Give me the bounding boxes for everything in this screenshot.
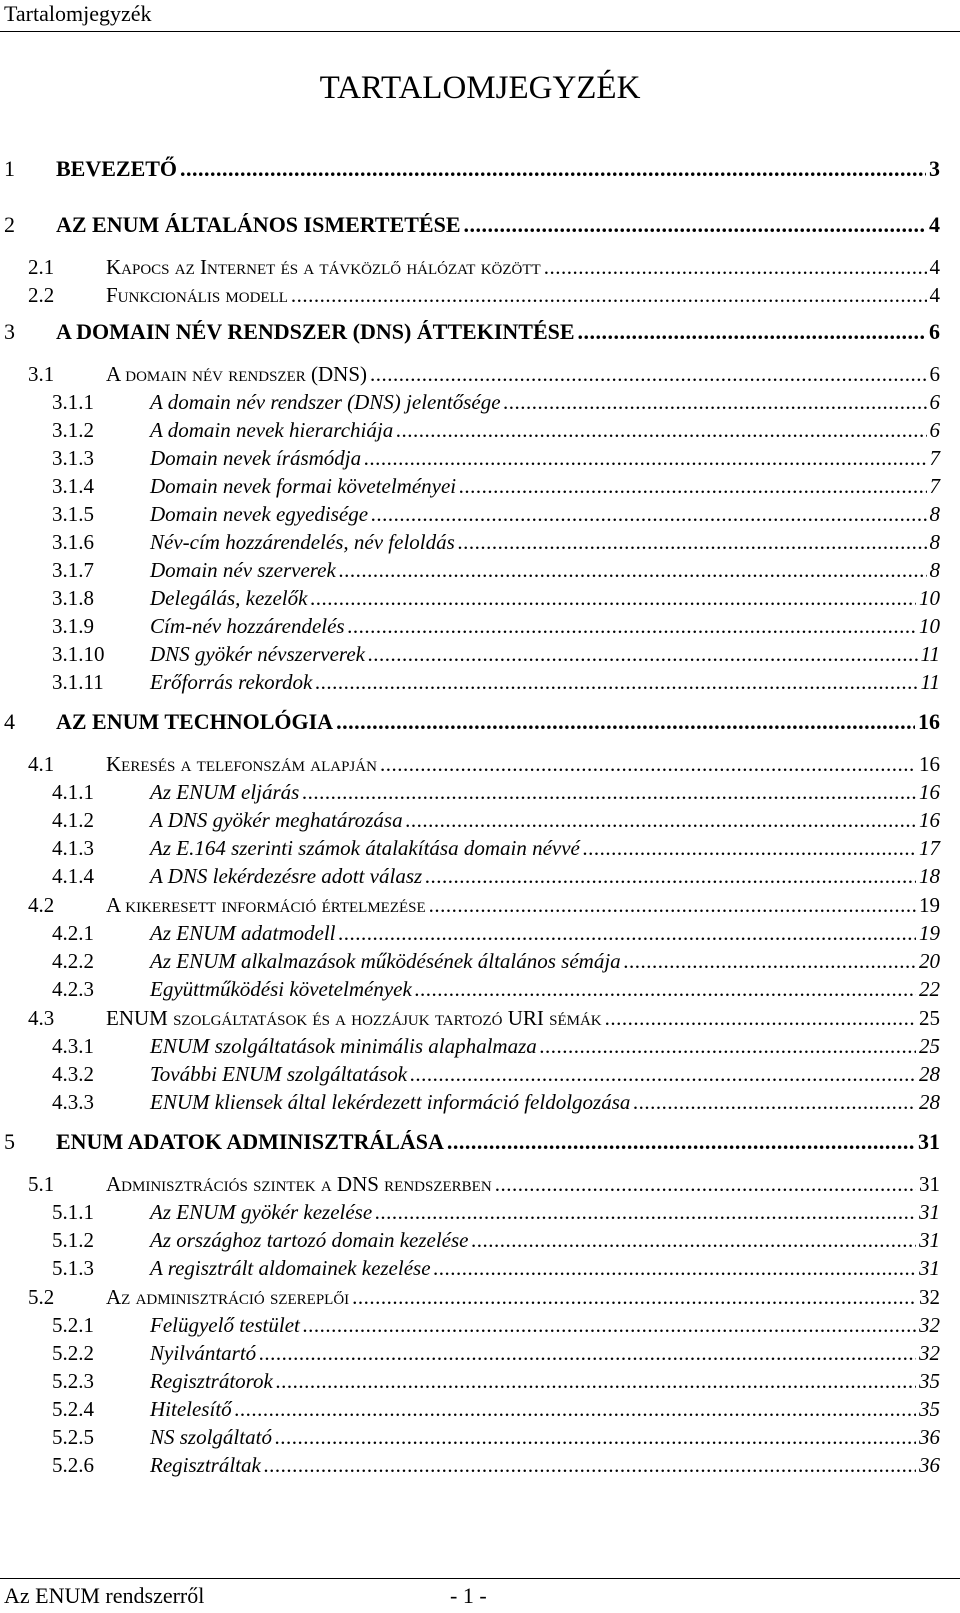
- toc-entry-page: 31: [918, 1129, 940, 1154]
- dot-leader: [302, 780, 916, 805]
- dot-leader: [472, 1228, 917, 1253]
- toc-entry[interactable]: [0, 362, 940, 387]
- toc-entry-label: Regisztrátorok: [150, 1369, 273, 1393]
- dot-leader: [235, 1397, 916, 1422]
- toc-entry-label: Az ENUM alkalmazások működésének általános sémája: [150, 949, 621, 973]
- dot-leader: [544, 255, 927, 280]
- toc-entry-number: 5.1: [28, 1172, 55, 1196]
- toc-entry-label: Az E.164 szerinti számok átalakítása domain névvé: [150, 836, 580, 860]
- dot-leader: [375, 1200, 916, 1225]
- toc-entry-number: 3.1: [28, 362, 55, 386]
- toc-entry-page: 7: [929, 446, 940, 470]
- toc-entry-number: 5: [4, 1129, 15, 1154]
- toc-entry-number: 4.1.3: [52, 836, 94, 860]
- dot-leader: [410, 1062, 916, 1087]
- toc-entry-label: Domain nevek egyedisége: [150, 502, 369, 526]
- toc-entry[interactable]: [0, 1453, 940, 1478]
- toc-entry-label: A DNS lekérdezésre adott válasz: [150, 864, 423, 888]
- toc-entry[interactable]: [0, 283, 940, 308]
- dot-leader: [264, 1453, 916, 1478]
- toc-entry-page: 35: [919, 1397, 940, 1421]
- dot-leader: [339, 558, 927, 583]
- toc-entry-number: 4.3.1: [52, 1034, 94, 1058]
- dot-leader: [605, 1006, 916, 1031]
- toc-entry-label: AZ ENUM ÁLTALÁNOS ISMERTETÉSE: [56, 212, 461, 237]
- dot-leader: [275, 1425, 916, 1450]
- toc-entry-number: 3.1.6: [52, 530, 94, 554]
- toc-entry-page: 11: [920, 642, 940, 666]
- toc-entry-number: 2.1: [28, 255, 55, 279]
- toc-entry[interactable]: [0, 1313, 940, 1338]
- toc-entry[interactable]: [0, 474, 940, 499]
- toc-entry-label: Az ENUM gyökér kezelése: [150, 1200, 373, 1224]
- toc-entry[interactable]: [0, 808, 940, 833]
- toc-entry-number: 5.2.6: [52, 1453, 94, 1477]
- toc-entry[interactable]: [0, 1129, 940, 1155]
- toc-entry[interactable]: [0, 921, 940, 946]
- toc-entry-label: A regisztrált aldomainek kezelése: [150, 1256, 431, 1280]
- toc-entry-page: 17: [919, 836, 940, 860]
- toc-entry-number: 4.1.2: [52, 808, 94, 832]
- toc-entry-label: Kapocs az Internet és a távközlő hálózat között: [106, 255, 541, 279]
- toc-entry-page: 4: [929, 212, 940, 237]
- toc-entry-label: Név-cím hozzárendelés, név feloldás: [150, 530, 455, 554]
- toc-entry-label: DNS gyökér névszerverek: [150, 642, 365, 666]
- toc-entry-page: 10: [919, 614, 940, 638]
- toc-entry[interactable]: [0, 1425, 940, 1450]
- toc-entry-label: Felügyelő testület: [150, 1313, 300, 1337]
- toc-entry-label: Funkcionális modell: [106, 283, 288, 307]
- toc-entry-number: 3.1.10: [52, 642, 105, 666]
- dot-leader: [495, 1172, 916, 1197]
- dot-leader: [425, 864, 916, 889]
- toc-entry[interactable]: [0, 530, 940, 555]
- toc-entry-page: 3: [929, 156, 940, 181]
- toc-entry-number: 4.3.2: [52, 1062, 94, 1086]
- toc-entry-label: Az ENUM adatmodell: [150, 921, 336, 945]
- toc-entry[interactable]: [0, 212, 940, 238]
- dot-leader: [291, 283, 927, 308]
- toc-entry-page: 6: [929, 362, 940, 386]
- toc-entry[interactable]: [0, 670, 940, 695]
- toc-entry-label: ENUM kliensek által lekérdezett információ feldolgozása: [150, 1090, 631, 1114]
- toc-entry[interactable]: [0, 949, 940, 974]
- toc-entry-page: 19: [919, 893, 940, 917]
- dot-leader: [259, 1341, 916, 1366]
- dot-leader: [371, 502, 926, 527]
- toc-entry-number: 4.3.3: [52, 1090, 94, 1114]
- dot-leader: [464, 212, 927, 238]
- toc-entry-number: 1: [4, 156, 15, 181]
- toc-entry-label: ENUM szolgáltatások és a hozzájuk tartozó URI sémák: [106, 1006, 602, 1030]
- dot-leader: [578, 319, 926, 345]
- toc-entry-label: Nyilvántartó: [150, 1341, 257, 1365]
- toc-entry-number: 3: [4, 319, 15, 344]
- toc-entry-label: Együttműködési követelmények: [150, 977, 412, 1001]
- toc-entry-page: 16: [918, 709, 940, 734]
- toc-entry-number: 3.1.5: [52, 502, 94, 526]
- toc-entry[interactable]: [0, 446, 940, 471]
- dot-leader: [447, 1129, 915, 1155]
- toc-entry-page: 8: [929, 558, 940, 582]
- toc-entry-label: Regisztráltak: [150, 1453, 261, 1477]
- toc-entry[interactable]: [0, 1090, 940, 1115]
- toc-entry-page: 10: [919, 586, 940, 610]
- toc-entry[interactable]: [0, 1341, 940, 1366]
- toc-entry-page: 32: [919, 1285, 940, 1309]
- toc-entry-number: 5.1.2: [52, 1228, 94, 1252]
- dot-leader: [370, 362, 927, 387]
- dot-leader: [338, 921, 916, 946]
- toc-entry-label: Az országhoz tartozó domain kezelése: [150, 1228, 469, 1252]
- toc-entry-label: Domain név szerverek: [150, 558, 336, 582]
- toc-entry-number: 5.2.5: [52, 1425, 94, 1449]
- toc-entry-page: 4: [929, 283, 940, 307]
- toc-entry[interactable]: [0, 255, 940, 280]
- toc-entry-label: Domain nevek írásmódja: [150, 446, 362, 470]
- toc-entry-label: A domain név rendszer (DNS): [106, 362, 367, 386]
- toc-entry-number: 5.2.3: [52, 1369, 94, 1393]
- toc-entry-page: 36: [919, 1425, 940, 1449]
- dot-leader: [276, 1369, 916, 1394]
- toc-entry-number: 4.3: [28, 1006, 55, 1030]
- toc-entry-page: 32: [919, 1341, 940, 1365]
- toc-entry-number: 2: [4, 212, 15, 237]
- dot-leader: [368, 642, 918, 667]
- toc-entry-label: A DNS gyökér meghatározása: [150, 808, 403, 832]
- toc-entry-label: A domain név rendszer (DNS) jelentősége: [150, 390, 501, 414]
- toc-entry-label: BEVEZETŐ: [56, 156, 178, 181]
- toc-entry-number: 3.1.1: [52, 390, 94, 414]
- dot-leader: [396, 418, 926, 443]
- toc-entry-page: 16: [919, 780, 940, 804]
- toc-entry[interactable]: [0, 614, 940, 639]
- toc-entry-label: Adminisztrációs szintek a DNS rendszerben: [106, 1172, 492, 1196]
- toc-entry-page: 20: [919, 949, 940, 973]
- toc-entry-page: 6: [929, 319, 940, 344]
- toc-entry-label: ENUM ADATOK ADMINISZTRÁLÁSA: [56, 1129, 444, 1154]
- toc-entry-label: Delegálás, kezelők: [150, 586, 308, 610]
- toc-entry[interactable]: [0, 586, 940, 611]
- toc-entry-page: 4: [929, 255, 940, 279]
- toc-entry-number: 4.2.1: [52, 921, 94, 945]
- toc-entry-number: 4.1.1: [52, 780, 94, 804]
- toc-entry-number: 4.2: [28, 893, 55, 917]
- toc-entry-page: 28: [919, 1062, 940, 1086]
- dot-leader: [415, 977, 916, 1002]
- toc-entry-label: A domain nevek hierarchiája: [150, 418, 394, 442]
- dot-leader: [540, 1034, 916, 1059]
- toc-entry-number: 4.1: [28, 752, 55, 776]
- toc-entry-page: 6: [929, 390, 940, 414]
- toc-entry[interactable]: [0, 893, 940, 918]
- toc-entry[interactable]: [0, 1369, 940, 1394]
- toc-entry-number: 3.1.4: [52, 474, 94, 498]
- running-header: Tartalomjegyzék: [4, 1, 152, 26]
- toc-entry-label: NS szolgáltató: [150, 1425, 272, 1449]
- toc-entry-number: 3.1.2: [52, 418, 94, 442]
- toc-entry-number: 4.1.4: [52, 864, 94, 888]
- dot-leader: [380, 752, 916, 777]
- toc-entry-number: 4: [4, 709, 15, 734]
- toc-entry-page: 22: [919, 977, 940, 1001]
- dot-leader: [336, 709, 915, 735]
- toc-entry-label: A kikeresett információ értelmezése: [106, 893, 426, 917]
- dot-leader: [434, 1256, 916, 1281]
- toc-entry-page: 16: [919, 752, 940, 776]
- toc-entry-label: Az ENUM eljárás: [150, 780, 300, 804]
- toc-entry[interactable]: [0, 977, 940, 1002]
- toc-entry-number: 5.2.1: [52, 1313, 94, 1337]
- toc-entry-label: Erőforrás rekordok: [150, 670, 313, 694]
- dot-leader: [406, 808, 916, 833]
- toc-entry[interactable]: [0, 418, 940, 443]
- dot-leader: [583, 836, 916, 861]
- toc-entry-page: 31: [919, 1228, 940, 1252]
- footer-document-title: Az ENUM rendszerről: [4, 1583, 205, 1608]
- dot-leader: [348, 614, 916, 639]
- toc-entry-page: 28: [919, 1090, 940, 1114]
- toc-entry-number: 5.2.2: [52, 1341, 94, 1365]
- toc-entry[interactable]: [0, 1200, 940, 1225]
- toc-entry[interactable]: [0, 1062, 940, 1087]
- toc-entry-page: 36: [919, 1453, 940, 1477]
- toc-entry-number: 3.1.8: [52, 586, 94, 610]
- toc-entry[interactable]: [0, 558, 940, 583]
- dot-leader: [180, 156, 926, 182]
- toc-entry-page: 32: [919, 1313, 940, 1337]
- toc-entry[interactable]: [0, 642, 940, 667]
- dot-leader: [364, 446, 926, 471]
- toc-entry[interactable]: [0, 1228, 940, 1253]
- toc-entry-page: 8: [929, 530, 940, 554]
- dot-leader: [352, 1285, 916, 1310]
- toc-entry-number: 5.2.4: [52, 1397, 94, 1421]
- toc-entry-number: 5.1.1: [52, 1200, 94, 1224]
- toc-entry-label: Hitelesítő: [150, 1397, 232, 1421]
- header-divider: [0, 31, 960, 32]
- toc-entry-number: 3.1.7: [52, 558, 94, 582]
- footer-page-number: - 1 -: [450, 1583, 487, 1608]
- toc-entry-page: 31: [919, 1172, 940, 1196]
- toc-entry[interactable]: [0, 319, 940, 345]
- toc-entry[interactable]: [0, 156, 940, 182]
- toc-entry-page: 31: [919, 1200, 940, 1224]
- dot-leader: [315, 670, 917, 695]
- toc-entry-page: 6: [929, 418, 940, 442]
- footer-divider: [0, 1578, 960, 1579]
- toc-entry-page: 8: [929, 502, 940, 526]
- dot-leader: [633, 1090, 916, 1115]
- toc-entry-number: 5.2: [28, 1285, 55, 1309]
- toc-entry-number: 2.2: [28, 283, 55, 307]
- toc-entry[interactable]: [0, 1397, 940, 1422]
- toc-entry[interactable]: [0, 780, 940, 805]
- dot-leader: [624, 949, 916, 974]
- toc-entry[interactable]: [0, 709, 940, 735]
- toc-entry-page: 25: [919, 1006, 940, 1030]
- dot-leader: [303, 1313, 916, 1338]
- toc-entry-label: A DOMAIN NÉV RENDSZER (DNS) ÁTTEKINTÉSE: [56, 319, 575, 344]
- dot-leader: [310, 586, 916, 611]
- toc-entry[interactable]: [0, 836, 940, 861]
- toc-entry[interactable]: [0, 1034, 940, 1059]
- toc-entry[interactable]: [0, 1172, 940, 1197]
- dot-leader: [504, 390, 927, 415]
- toc-entry[interactable]: [0, 390, 940, 415]
- toc-entry-label: Keresés a telefonszám alapján: [106, 752, 377, 776]
- toc-entry-label: Domain nevek formai követelményei: [150, 474, 457, 498]
- toc-entry-label: ENUM szolgáltatások minimális alaphalmaza: [150, 1034, 537, 1058]
- toc-entry-number: 3.1.3: [52, 446, 94, 470]
- toc-entry-label: Cím-név hozzárendelés: [150, 614, 345, 638]
- toc-entry[interactable]: [0, 502, 940, 527]
- toc-entry[interactable]: [0, 752, 940, 777]
- dot-leader: [459, 474, 926, 499]
- toc-entry-page: 25: [919, 1034, 940, 1058]
- toc-entry-page: 16: [919, 808, 940, 832]
- toc-entry-page: 31: [919, 1256, 940, 1280]
- toc-entry-page: 18: [919, 864, 940, 888]
- toc-entry-page: 35: [919, 1369, 940, 1393]
- dot-leader: [458, 530, 927, 555]
- toc-entry[interactable]: [0, 1256, 940, 1281]
- toc-entry[interactable]: [0, 864, 940, 889]
- toc-entry-number: 4.2.3: [52, 977, 94, 1001]
- dot-leader: [429, 893, 916, 918]
- toc-entry-label: AZ ENUM TECHNOLÓGIA: [56, 709, 334, 734]
- toc-entry-number: 3.1.11: [52, 670, 104, 694]
- toc-entry-page: 7: [929, 474, 940, 498]
- toc-entry[interactable]: [0, 1006, 940, 1031]
- toc-entry-label: Az adminisztráció szereplői: [106, 1285, 350, 1309]
- toc-entry-number: 3.1.9: [52, 614, 94, 638]
- toc-entry-page: 11: [920, 670, 940, 694]
- toc-entry-number: 4.2.2: [52, 949, 94, 973]
- page-title: TARTALOMJEGYZÉK: [319, 70, 641, 106]
- toc-entry-page: 19: [919, 921, 940, 945]
- toc-entry-number: 5.1.3: [52, 1256, 94, 1280]
- toc-entry[interactable]: [0, 1285, 940, 1310]
- toc-entry-label: További ENUM szolgáltatások: [150, 1062, 408, 1086]
